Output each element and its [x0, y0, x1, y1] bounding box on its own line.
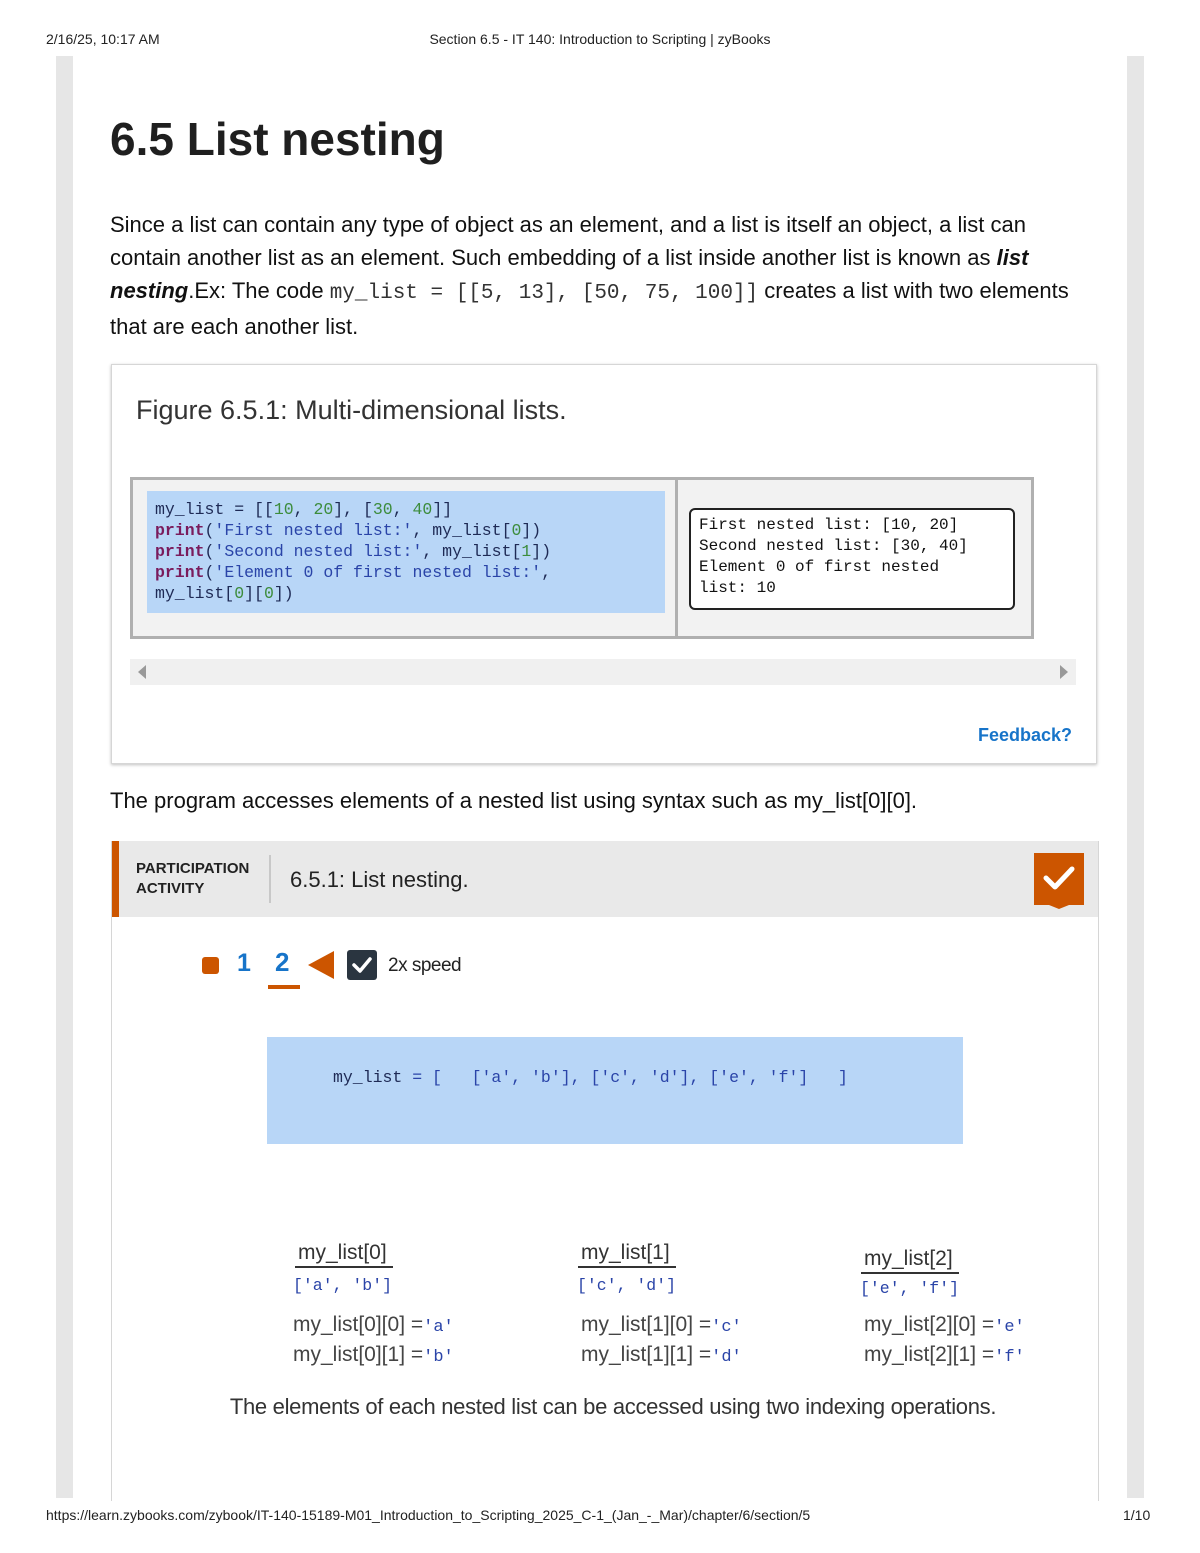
sublist-0-value: ['a', 'b'] [293, 1276, 393, 1295]
sublist-2-name: my_list[2] [864, 1247, 953, 1270]
section-title: 6.5 List nesting [110, 113, 445, 165]
sublist-1-name: my_list[1] [581, 1241, 670, 1264]
activity-caption: The elements of each nested list can be accessed using two indexing operations. [229, 1394, 997, 1419]
term-list-nesting: list nesting [110, 245, 1029, 303]
feedback-link[interactable]: Feedback? [977, 725, 1072, 745]
left-gutter [56, 56, 73, 1498]
text-after-figure: The program accesses elements of a nested list using syntax such as my_list[0][0]. [110, 788, 918, 813]
activity-accent-bar [112, 841, 119, 917]
intro-code: my_list = [[5, 13], [50, 75, 100]] [329, 282, 759, 305]
participation-activity [111, 841, 1099, 1501]
access-0-1-value: 'b' [423, 1348, 454, 1367]
code-line-2: print('First nested list:', my_list[0]) [155, 521, 542, 540]
code-line-3: print('Second nested list:', my_list[1]) [155, 542, 552, 561]
figure-code [155, 499, 551, 604]
figure-output [699, 515, 968, 599]
current-step-indicator [268, 985, 300, 989]
back-arrow-icon[interactable] [308, 951, 334, 979]
print-page-title: Section 6.5 - IT 140: Introduction to Scripting | zyBooks [429, 31, 771, 47]
code-line-5: my_list[0][0]) [155, 584, 294, 603]
figure-multi-dimensional-lists [111, 364, 1097, 764]
intro-text-3: creates a list with two elements that are each another list. [110, 278, 1069, 339]
access-1-0-value: 'c' [711, 1318, 742, 1337]
access-1-0-expr: my_list[1][0] = [581, 1313, 712, 1336]
print-datetime: 2/16/25, 10:17 AM [46, 31, 160, 47]
activity-label: PARTICIPATION ACTIVITY [136, 860, 250, 897]
code-line-4: print('Element 0 of first nested list:', [155, 563, 552, 582]
sublist-1-underline [578, 1266, 676, 1268]
output-line-4: list: 10 [699, 579, 776, 597]
access-0-0-expr: my_list[0][0] = [293, 1313, 424, 1336]
sublist-2-underline [861, 1272, 959, 1274]
speed-checkbox[interactable] [347, 950, 377, 980]
sublist-0-underline [295, 1266, 393, 1268]
panel-divider [675, 480, 678, 636]
activity-code [333, 1068, 848, 1087]
activity-header [112, 841, 1098, 917]
sublist-0-name: my_list[0] [298, 1241, 387, 1264]
access-2-0-expr: my_list[2][0] = [864, 1313, 995, 1336]
figure-title: Figure 6.5.1: Multi-dimensional lists. [136, 395, 567, 425]
step-1-button[interactable]: 1 [237, 949, 251, 977]
activity-header-divider [269, 855, 271, 903]
access-1-1-value: 'd' [711, 1348, 742, 1367]
start-over-button[interactable] [202, 957, 219, 974]
activity-code-rest: = [ ['a', 'b'], ['c', 'd'], ['e', 'f'] ] [402, 1068, 848, 1087]
access-1-1-expr: my_list[1][1] = [581, 1343, 712, 1366]
print-url: https://learn.zybooks.com/zybook/IT-140-15189-M01_Introduction_to_Scripting_2025_C-1_(Jan_-_Mar)/chapter/6/section/5 [46, 1507, 811, 1523]
right-gutter [1127, 56, 1144, 1498]
access-1-0 [581, 1313, 742, 1337]
access-2-1-expr: my_list[2][1] = [864, 1343, 995, 1366]
access-2-0-value: 'e' [994, 1318, 1025, 1337]
activity-code-box [267, 1037, 963, 1144]
scroll-left-icon[interactable] [138, 665, 146, 679]
access-1-1 [581, 1343, 742, 1367]
access-0-1-expr: my_list[0][1] = [293, 1343, 424, 1366]
step-2-button[interactable]: 2 [275, 947, 290, 977]
print-page-number: 1/10 [1123, 1507, 1151, 1523]
output-line-2: Second nested list: [30, 40] [699, 537, 968, 555]
access-0-1 [293, 1343, 454, 1367]
code-line-1: my_list = [[10, 20], [30, 40]] [155, 500, 453, 519]
output-line-3: Element 0 of first nested [699, 558, 940, 576]
access-2-0 [864, 1313, 1025, 1337]
intro-text-2: .Ex: The code [188, 278, 330, 303]
figure-output-box [689, 508, 1015, 610]
figure-panel [130, 477, 1034, 639]
figure-scrollbar[interactable] [130, 659, 1076, 685]
access-2-1-value: 'f' [994, 1348, 1025, 1367]
intro-paragraph [110, 208, 1090, 343]
completion-checkmark-icon [1034, 853, 1084, 905]
access-2-1 [864, 1343, 1025, 1367]
activity-code-var: my_list [333, 1068, 403, 1087]
sublist-2-value: ['e', 'f'] [860, 1279, 960, 1298]
access-0-0-value: 'a' [423, 1318, 454, 1337]
speed-label[interactable]: 2x speed [388, 955, 462, 976]
access-0-0 [293, 1313, 454, 1337]
sublist-1-value: ['c', 'd'] [577, 1276, 677, 1295]
scroll-right-icon[interactable] [1060, 665, 1068, 679]
activity-title: 6.5.1: List nesting. [290, 867, 469, 892]
intro-text-1: Since a list can contain any type of object as an element, and a list is itself an object, a list can contain another list as an element. Such embedding of a list inside another list is known as [110, 212, 1026, 270]
figure-code-box [147, 491, 665, 613]
output-line-1: First nested list: [10, 20] [699, 516, 959, 534]
